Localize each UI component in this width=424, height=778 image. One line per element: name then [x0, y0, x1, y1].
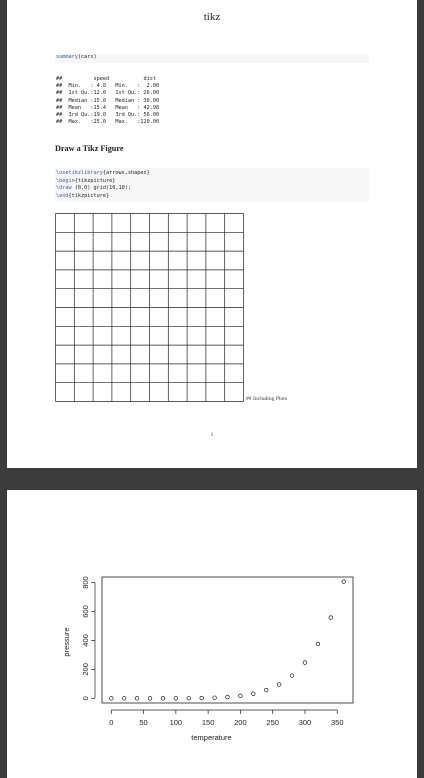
x-axis-title: temperature	[191, 733, 232, 742]
x-tick-label: 350	[330, 718, 344, 727]
x-tick-label: 200	[234, 718, 247, 727]
data-point	[277, 683, 281, 687]
y-tick-label: 200	[81, 663, 90, 676]
x-tick-label: 100	[169, 718, 183, 727]
code-command: \draw	[56, 185, 72, 191]
data-point	[252, 692, 256, 696]
code-command: \begin	[56, 177, 75, 184]
data-point	[174, 696, 178, 700]
section-heading: Draw a Tikz Figure	[55, 144, 124, 153]
code-args: {arrows,shapes}	[102, 170, 150, 176]
code-args: {tikzpicture}	[68, 192, 110, 199]
code-function: summary	[56, 54, 78, 60]
data-point	[109, 697, 113, 701]
code-args: (0,0) grid(10,10);	[71, 185, 131, 191]
data-point	[213, 696, 217, 700]
code-command: \usetikzlibrary	[56, 170, 103, 176]
code-line	[55, 178, 369, 186]
y-tick-label: 400	[81, 634, 90, 647]
document-title: tikz	[203, 11, 221, 23]
code-line	[55, 185, 369, 193]
y-tick-label: 600	[81, 605, 90, 618]
output-row: ## 3rd Qu.:19.0 3rd Qu.: 56.00	[56, 111, 160, 118]
output-row: ## Max. :25.0 Max. :120.00	[56, 119, 160, 126]
data-point	[303, 661, 307, 665]
code-line	[55, 193, 369, 201]
data-point	[122, 697, 126, 701]
data-point	[187, 696, 191, 700]
document-page-1	[7, 0, 417, 468]
code-output-block	[55, 76, 369, 126]
code-args: (cars)	[77, 54, 97, 60]
document-page-2	[7, 490, 417, 778]
code-command: \end	[56, 192, 69, 199]
x-tick-label: 150	[201, 718, 215, 727]
data-point	[161, 697, 165, 701]
data-point	[200, 696, 204, 700]
pressure-scatter-plot	[47, 568, 367, 748]
y-tick-label: 0	[81, 696, 90, 701]
data-point	[226, 695, 230, 699]
data-point	[264, 688, 268, 692]
x-tick-label: 50	[139, 718, 148, 727]
data-point	[290, 674, 294, 678]
data-point	[135, 697, 139, 701]
code-chunk-summary	[55, 54, 369, 63]
output-row: ## Median :15.0 Median : 36.00	[56, 97, 160, 104]
data-point	[316, 642, 320, 646]
x-tick-label: 300	[298, 718, 312, 727]
y-tick-label: 800	[81, 576, 90, 589]
output-row: ## Min. : 4.0 Min. : 2.00	[56, 83, 160, 90]
data-point	[239, 694, 243, 698]
plot-frame	[102, 577, 353, 703]
data-point	[329, 616, 333, 620]
data-point	[342, 580, 346, 584]
code-chunk-tikz	[55, 168, 369, 202]
x-tick-label: 250	[266, 718, 279, 727]
output-header: ## speed dist	[56, 76, 156, 82]
x-tick-label: 0	[109, 718, 114, 727]
data-point	[148, 697, 152, 701]
y-axis-title: pressure	[62, 627, 71, 657]
output-row: ## 1st Qu.:12.0 1st Qu.: 26.00	[56, 90, 160, 97]
code-line	[55, 170, 369, 178]
including-plots-text: ## Including Plots	[246, 396, 288, 402]
page-number: 1	[210, 432, 214, 438]
code-args: {tikzpicture}	[74, 177, 116, 184]
code-line	[55, 54, 369, 62]
tikz-grid-figure	[55, 213, 245, 405]
output-row: ## Mean :15.4 Mean : 42.98	[56, 104, 160, 111]
